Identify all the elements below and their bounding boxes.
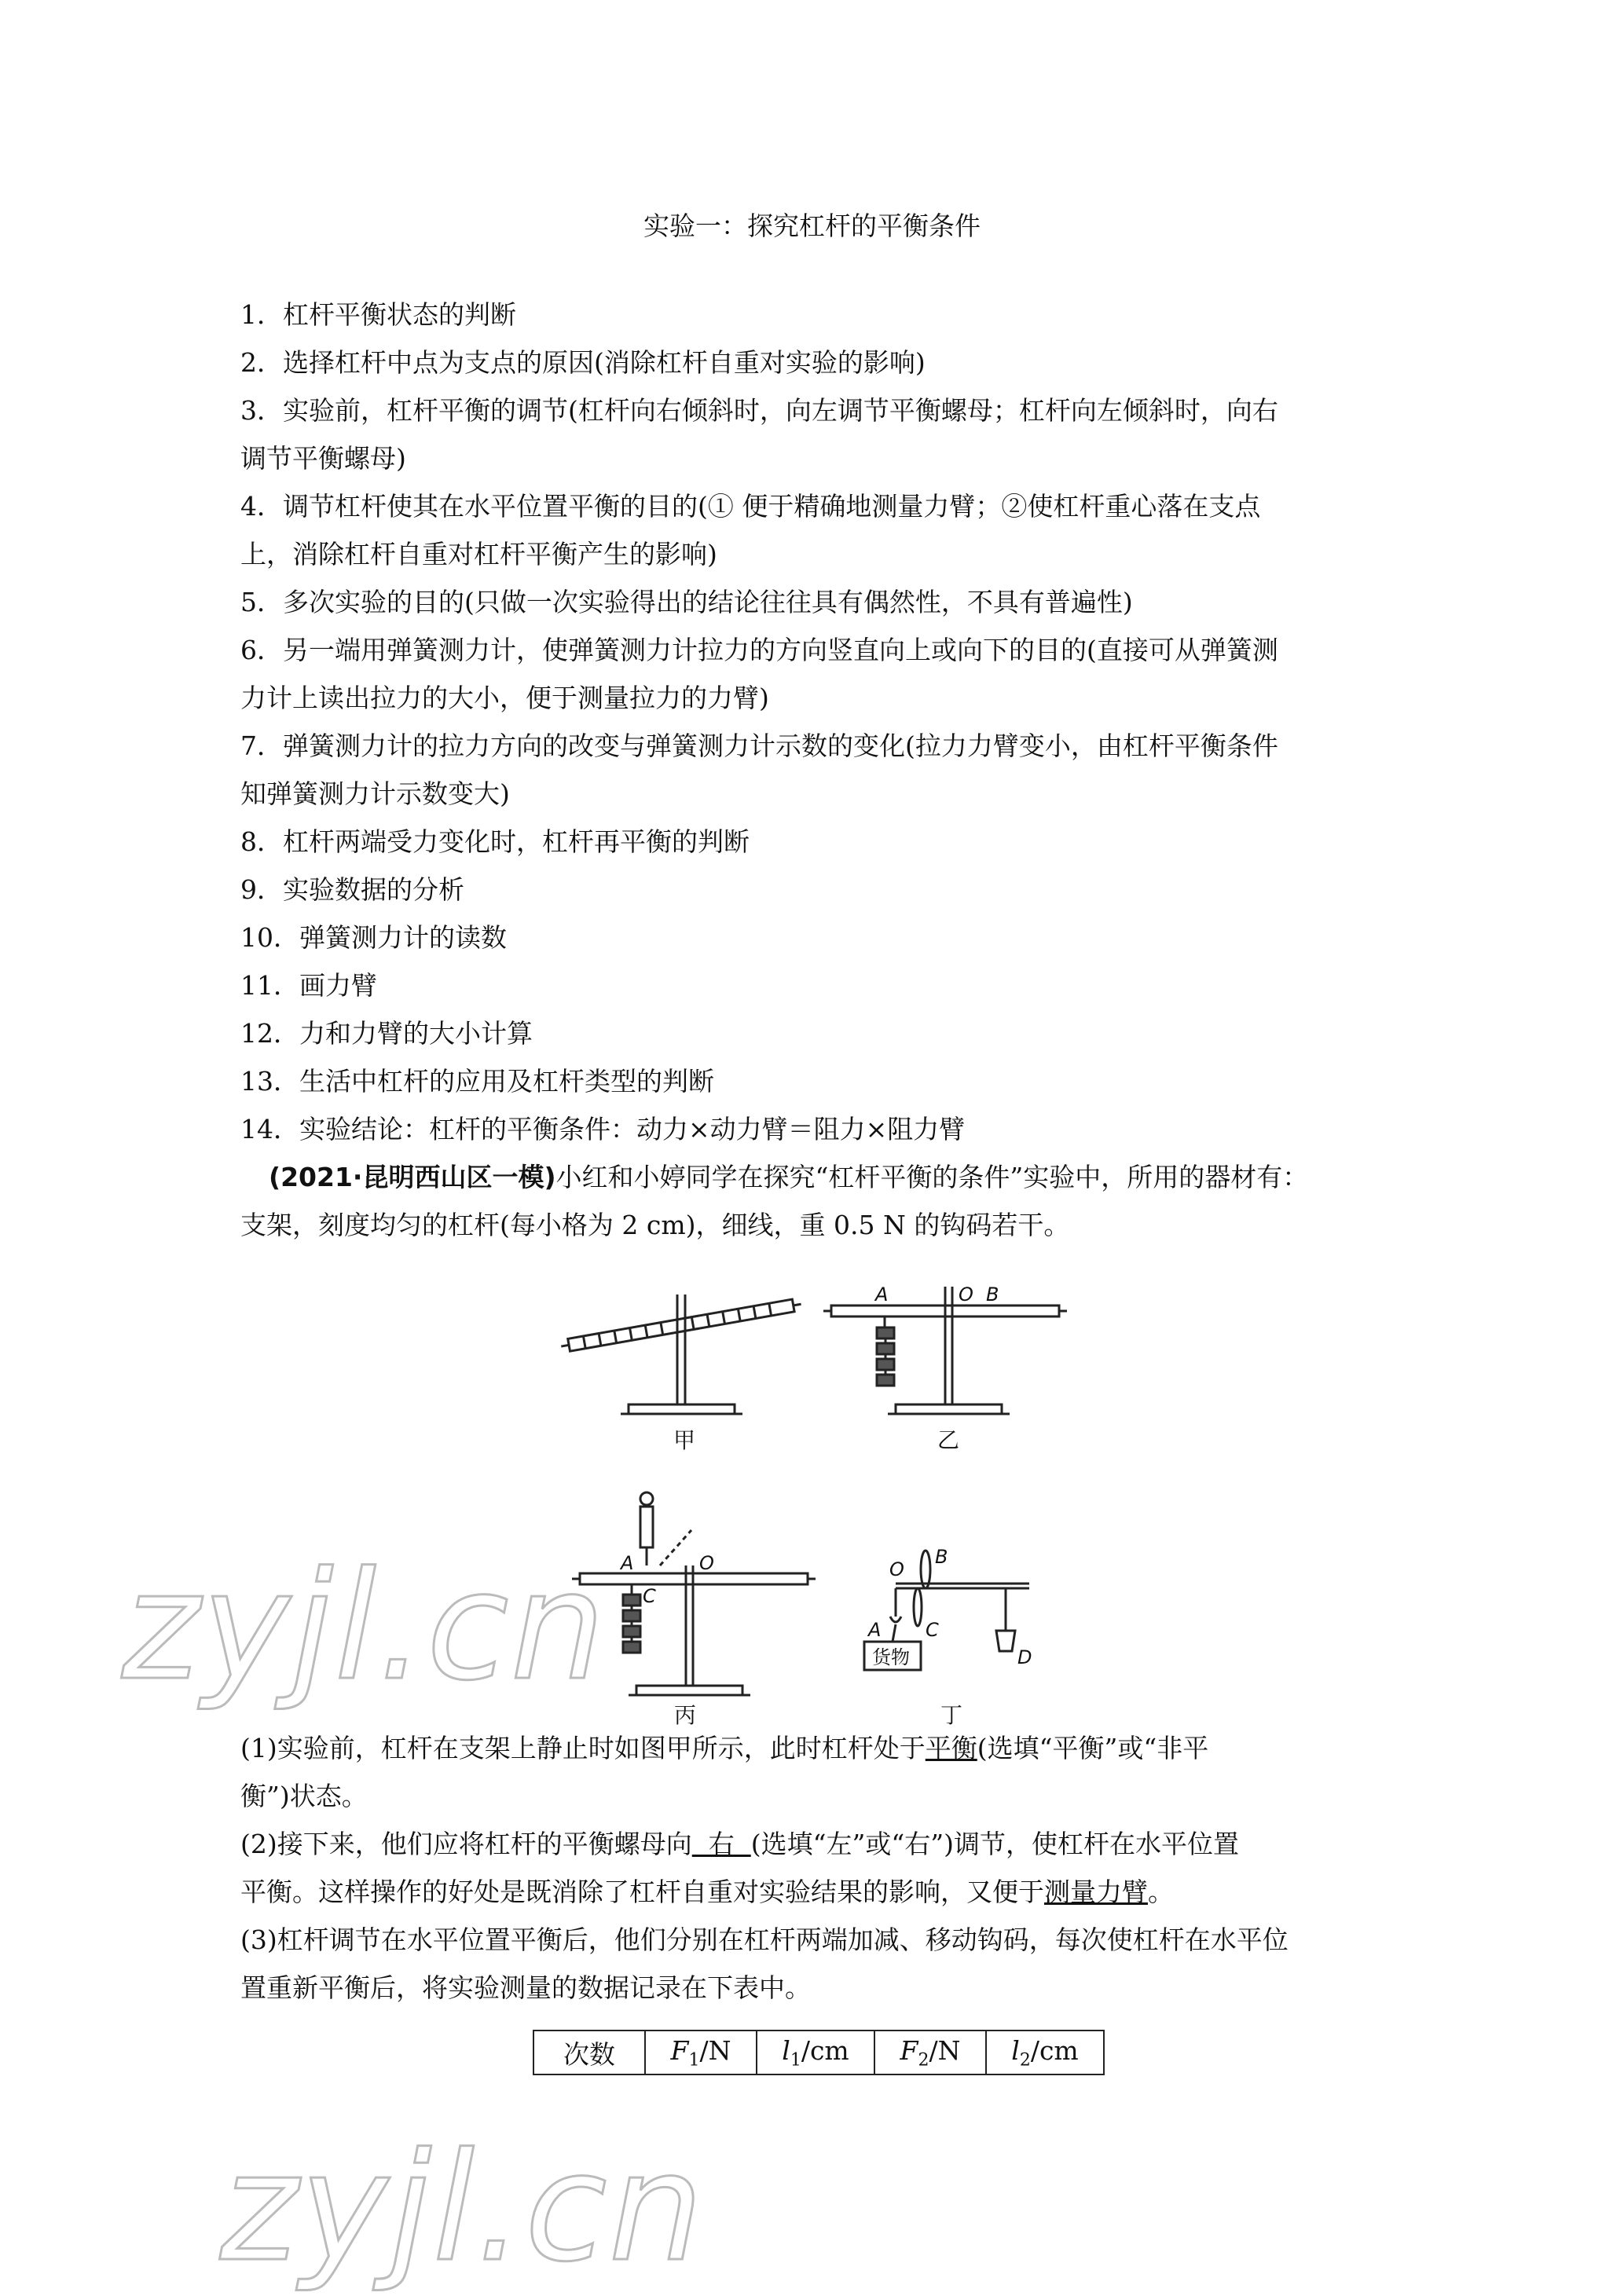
header-unit: /cm [1030, 2034, 1079, 2066]
list-item: 10．弹簧测力计的读数 [240, 922, 507, 953]
problem-intro [240, 1153, 1399, 1201]
header-subscript: 2 [1019, 2050, 1031, 2071]
answer-1: 平衡 [925, 1733, 977, 1763]
caption-ding: 丁 [940, 1702, 963, 1727]
table-header-row [533, 2031, 1104, 2074]
caption-bing: 丙 [674, 1702, 697, 1727]
label-O: O [699, 1552, 714, 1574]
label-goods: 货物 [872, 1646, 910, 1668]
label-A: A [621, 1552, 634, 1574]
list-item: 7．弹簧测力计的拉力方向的改变与弹簧测力计示数的变化(拉力力臂变小，由杠杆平衡条件 [240, 731, 1278, 761]
list-item: 11．画力臂 [240, 970, 377, 1001]
question-text: (选填“左”或“右”)调节，使杠杆在水平位置 [750, 1829, 1239, 1859]
figure-jia [560, 1294, 802, 1414]
list-item: 知弹簧测力计示数变大) [240, 778, 510, 809]
watermark: zyjl.cn [122, 1540, 607, 1713]
question-1-cont: 衡”)状态。 [240, 1781, 368, 1811]
questions [240, 1724, 1399, 2012]
question-text: 。 [1148, 1877, 1174, 1907]
question-2-cont [240, 1868, 1399, 1916]
question-text: (1)实验前，杠杆在支架上静止时如图甲所示，此时杠杆处于 [240, 1733, 926, 1763]
question-2 [240, 1820, 1399, 1868]
header-symbol: F [670, 2034, 689, 2066]
header-count: 次数 [533, 2031, 645, 2074]
list-item: 8．杠杆两端受力变化时，杠杆再平衡的判断 [240, 826, 750, 857]
header-subscript: 1 [688, 2050, 700, 2071]
label-B: B [935, 1546, 948, 1568]
list-item: 力计上读出拉力的大小，便于测量拉力的力臂) [240, 683, 769, 713]
key-points-list [240, 291, 1399, 1249]
label-O: O [889, 1558, 904, 1580]
problem-source: (2021·昆明西山区一模) [269, 1162, 556, 1192]
answer-2b: 测量力臂 [1044, 1877, 1148, 1907]
header-unit: /N [929, 2034, 961, 2066]
header-unit: /N [699, 2034, 731, 2066]
answer-2: 右 [691, 1829, 751, 1859]
list-item: 1．杠杆平衡状态的判断 [240, 299, 516, 330]
problem-intro-line2: 支架，刻度均匀的杠杆(每小格为 2 cm)，细线，重 0.5 N 的钩码若干。 [240, 1210, 1070, 1240]
question-1 [240, 1724, 1399, 1772]
label-A: A [868, 1619, 882, 1641]
data-table [533, 2030, 1105, 2075]
list-item: 9．实验数据的分析 [240, 874, 464, 905]
caption-jia: 甲 [673, 1427, 696, 1453]
page-title: 实验一：探究杠杆的平衡条件 [643, 211, 981, 241]
label-B: B [986, 1283, 999, 1305]
caption-yi: 乙 [937, 1427, 960, 1453]
header-symbol: l [782, 2034, 790, 2066]
header-subscript: 1 [790, 2050, 801, 2071]
list-item: 3．实验前，杠杆平衡的调节(杠杆向右倾斜时，向左调节平衡螺母；杠杆向左倾斜时，向右 [240, 395, 1278, 426]
list-item: 调节平衡螺母) [240, 443, 406, 474]
list-item: 2．选择杠杆中点为支点的原因(消除杠杆自重对实验的影响) [240, 347, 926, 378]
list-item: 4．调节杠杆使其在水平位置平衡的目的(① 便于精确地测量力臂；②使杠杆重心落在支点 [240, 491, 1261, 522]
label-C: C [926, 1619, 939, 1641]
list-item: 6．另一端用弹簧测力计，使弹簧测力计拉力的方向竖直向上或向下的目的(直接可从弹簧测 [240, 635, 1278, 665]
figure-yi [823, 1287, 1067, 1414]
label-D: D [1017, 1646, 1032, 1668]
list-item: 14．实验结论：杠杆的平衡条件：动力×动力臂＝阻力×阻力臂 [240, 1114, 966, 1144]
problem-intro-text: 小红和小婷同学在探究“杠杆平衡的条件”实验中，所用的器材有： [555, 1162, 1309, 1192]
label-C: C [643, 1585, 656, 1607]
list-item: 12．力和力臂的大小计算 [240, 1018, 533, 1049]
list-item: 5．多次实验的目的(只做一次实验得出的结论往往具有偶然性，不具有普遍性) [240, 587, 1133, 617]
header-l1 [757, 2031, 874, 2074]
header-l2 [986, 2031, 1104, 2074]
question-3-cont: 置重新平衡后，将实验测量的数据记录在下表中。 [240, 1972, 811, 2003]
question-text: (选填“平衡”或“非平 [977, 1733, 1209, 1763]
header-symbol: l [1011, 2034, 1020, 2066]
header-symbol: F [900, 2034, 918, 2066]
header-F2 [874, 2031, 986, 2074]
label-O: O [959, 1283, 973, 1305]
figure-bing [572, 1492, 816, 1695]
label-A: A [875, 1283, 889, 1305]
list-item: 上，消除杠杆自重对杠杆平衡产生的影响) [240, 539, 717, 569]
question-3: (3)杠杆调节在水平位置平衡后，他们分别在杠杆两端加减、移动钩码，每次使杠杆在水平位 [240, 1924, 1289, 1955]
question-text: 平衡。这样操作的好处是既消除了杠杆自重对实验结果的影响，又便于 [240, 1877, 1044, 1907]
question-text: (2)接下来，他们应将杠杆的平衡螺母向 [240, 1829, 692, 1859]
watermark: zyjl.cn [220, 2121, 706, 2294]
list-item: 13．生活中杠杆的应用及杠杆类型的判断 [240, 1066, 714, 1097]
header-unit: /cm [801, 2034, 849, 2066]
header-F1 [645, 2031, 757, 2074]
header-subscript: 2 [918, 2050, 929, 2071]
